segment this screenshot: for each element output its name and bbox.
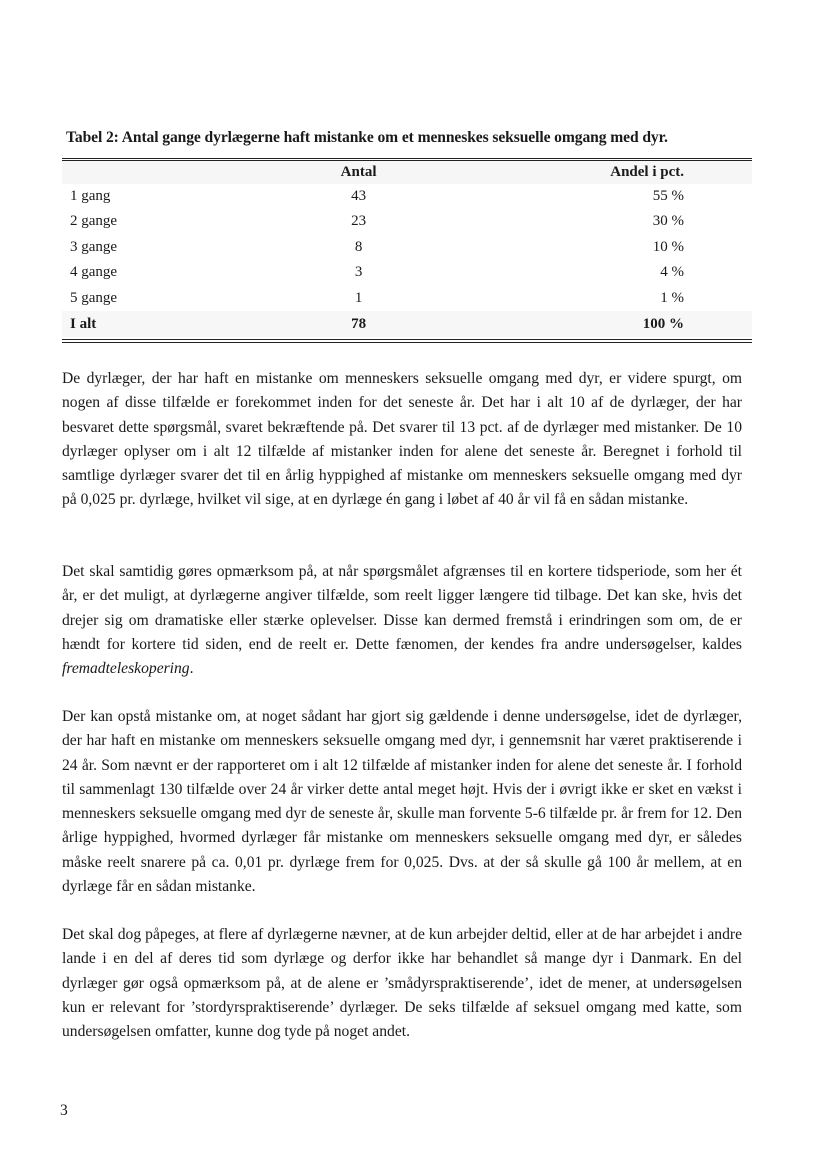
row-pct: 30 % (652, 213, 684, 230)
total-count: 78 (305, 311, 412, 337)
row-pct: 1 % (660, 289, 684, 306)
row-label: 2 gange (70, 213, 118, 230)
table-header-row (62, 160, 752, 184)
row-label: 1 gang (70, 187, 111, 204)
table-caption: Tabel 2: Antal gange dyrlægerne haft mistanke om et menneskes seksuelle omgang med dyr. (66, 129, 668, 146)
header-pct: Andel i pct. (412, 160, 752, 184)
total-pct: 100 % (412, 311, 752, 337)
table-row (62, 184, 752, 210)
table-row (62, 209, 752, 235)
row-pct: 10 % (652, 238, 684, 255)
paragraph-1: De dyrlæger, der har haft en mistanke om menneskers seksuelle omgang med dyr, er videre spurgt, om nogen af disse tilfælde er forekommet inden for det seneste år. Det har i alt 10 af de dyrlæger, der har besvaret dette spørgsmål, svaret bekræftende på. Det svarer til 13 pct. af de dyrlæger med mistanker. De 10 dyrlæger oplyser om i alt 12 tilfælde af mistanker inden for alene det seneste år. Beregnet i forhold til samtlige dyrlæger svarer det til en årlig hyppighed af mistanke om menneskers seksuelle omgang med dyr på 0,025 pr. dyrlæge, hvilket vil sige, at en dyrlæge én gang i løbet af 40 år vil få en sådan mistanke. (62, 370, 742, 509)
total-label: I alt (62, 311, 305, 337)
paragraph-3: Der kan opstå mistanke om, at noget sådant har gjort sig gældende i denne undersøgelse, idet de dyrlæger, der har haft en mistanke om menneskers seksuelle omgang med dyr, i gennemsnit har været praktiserende i 24 år. Som nævnt er der rapporteret om i alt 12 tilfælde af mistanker inden for alene det seneste år. I forhold til sammenlagt 130 tilfælde over 24 år virker dette antal meget højt. Hvis der i øvrigt ikke er sket en vækst i menneskers seksuelle omgang med dyr de seneste år, skulle man forvente 5-6 tilfælde pr. år frem for 12. Den årlige hyppighed, hvormed dyrlæger får mistanke om menneskers seksuelle omgang med dyr, er således måske reelt snarere på ca. 0,01 pr. dyrlæge frem for 0,025. Dvs. at der så skulle gå 100 år mellem, at en dyrlæge får en sådan mistanke. (62, 708, 742, 896)
table-total-row (62, 311, 752, 337)
row-count: 43 (351, 187, 367, 204)
paragraph-2-text: Det skal samtidig gøres opmærksom på, at når spørgsmålet afgrænses til en kortere tidsperiode, som her ét år, er det muligt, at dyrlægerne angiver tilfælde, som reelt ligger længere tid tilbage. Det kan ske, hvis det drejer sig om dramatiske eller stærke oplevelser. Disse kan dermed fremstå i erindringen som om, de er hændt for kortere tid siden, end de reelt er. Dette fænomen, der kendes fra andre undersøgelser, kaldes (62, 563, 742, 653)
paragraph-2-term: fremadteleskopering (62, 660, 190, 678)
table-row (62, 235, 752, 261)
header-label (62, 160, 305, 184)
row-label: 3 gange (70, 238, 118, 255)
row-count: 3 (354, 264, 363, 281)
page-number: 3 (60, 1102, 68, 1119)
row-count: 8 (354, 238, 363, 255)
table-row (62, 286, 752, 312)
row-label: 4 gange (70, 264, 118, 281)
row-label: 5 gange (70, 289, 118, 306)
header-count: Antal (305, 160, 412, 184)
paragraph-2 (62, 560, 742, 681)
row-count: 23 (351, 213, 367, 230)
paragraph-2-end: . (189, 660, 194, 678)
table-row (62, 260, 752, 286)
row-pct: 4 % (660, 264, 684, 281)
paragraph-4: Det skal dog påpeges, at flere af dyrlægerne nævner, at de kun arbejder deltid, eller at de har arbejdet i andre lande i en del af deres tid som dyrlæge og derfor ikke har behandlet så mange dyr i Danmark. En del dyrlæger gør også opmærksom på, at de alene er ’smådyrspraktiserende’, idet de mener, at undersøgelsen kun er relevant for ’stordyrspraktiserende’ dyrlæger. De seks tilfælde af seksuel omgang med katte, som undersøgelsen omfatter, kunne dog tyde på noget andet. (62, 926, 742, 1041)
table-bottom-rule (62, 339, 752, 343)
data-table (62, 158, 752, 337)
row-pct: 55 % (652, 187, 684, 204)
row-count: 1 (354, 289, 363, 306)
